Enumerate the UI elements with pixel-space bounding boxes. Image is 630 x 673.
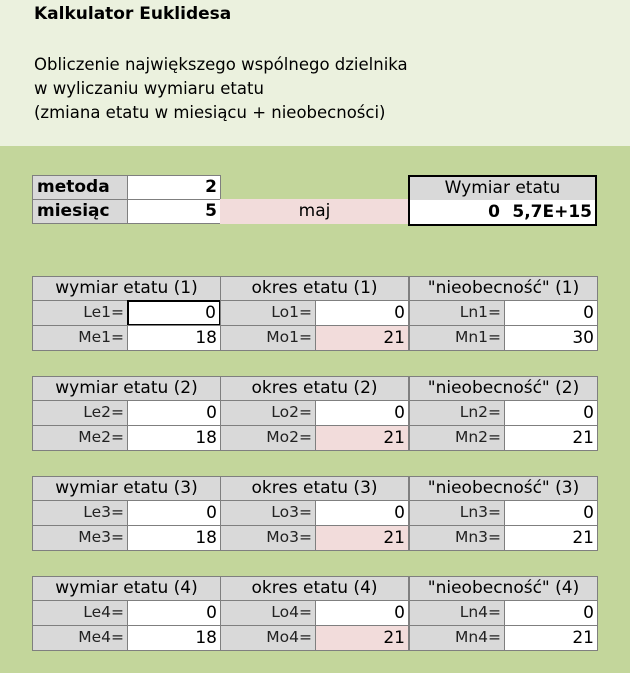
wymiar-etatu-header: wymiar etatu (3): [32, 476, 221, 501]
param-label: Le1=: [32, 300, 128, 326]
param-value-input[interactable]: 21: [315, 325, 409, 351]
param-value-input[interactable]: 30: [504, 325, 598, 351]
param-value-input[interactable]: 0: [504, 500, 598, 526]
param-value-input[interactable]: 0: [127, 300, 221, 326]
param-value-input[interactable]: 18: [127, 525, 221, 551]
param-value-input[interactable]: 18: [127, 325, 221, 351]
nieobecnosc-header: "nieobecność" (1): [409, 276, 598, 301]
param-value-input[interactable]: 21: [504, 625, 598, 651]
param-value-input[interactable]: 0: [127, 500, 221, 526]
param-value-input[interactable]: 18: [127, 625, 221, 651]
param-label: Ln1=: [409, 300, 505, 326]
wymiar-etatu-header: wymiar etatu (4): [32, 576, 221, 601]
result-value-1: 0: [408, 200, 504, 226]
param-label: Le3=: [32, 500, 128, 526]
metoda-label: metoda: [32, 175, 128, 200]
wymiar-etatu-header: wymiar etatu (2): [32, 376, 221, 401]
miesiac-label: miesiąc: [32, 199, 128, 224]
nieobecnosc-header: "nieobecność" (2): [409, 376, 598, 401]
description: [34, 53, 408, 125]
param-value-input[interactable]: 0: [315, 400, 409, 426]
param-label: Lo2=: [220, 400, 316, 426]
param-label: Mo2=: [220, 425, 316, 451]
param-label: Lo4=: [220, 600, 316, 626]
param-value-input[interactable]: 0: [315, 600, 409, 626]
result-title: Wymiar etatu: [408, 175, 597, 201]
param-value-input[interactable]: 0: [504, 400, 598, 426]
nieobecnosc-header: "nieobecność" (4): [409, 576, 598, 601]
miesiac-value[interactable]: 5: [127, 199, 221, 224]
param-value-input[interactable]: 21: [315, 625, 409, 651]
param-value-input[interactable]: 21: [315, 525, 409, 551]
description-line-2: w wyliczaniu wymiaru etatu: [34, 79, 264, 98]
okres-etatu-header: okres etatu (4): [220, 576, 409, 601]
description-line-3: (zmiana etatu w miesiącu + nieobecności): [34, 103, 386, 122]
header-panel: [0, 0, 630, 146]
param-value-input[interactable]: 0: [127, 600, 221, 626]
param-label: Ln2=: [409, 400, 505, 426]
nieobecnosc-header: "nieobecność" (3): [409, 476, 598, 501]
okres-etatu-header: okres etatu (3): [220, 476, 409, 501]
param-label: Lo1=: [220, 300, 316, 326]
param-label: Mn4=: [409, 625, 505, 651]
wymiar-etatu-header: wymiar etatu (1): [32, 276, 221, 301]
description-line-1: Obliczenie największego wspólnego dzielnika: [34, 55, 408, 74]
param-label: Mn2=: [409, 425, 505, 451]
param-label: Le4=: [32, 600, 128, 626]
param-label: Mn3=: [409, 525, 505, 551]
param-label: Ln4=: [409, 600, 505, 626]
param-label: Ln3=: [409, 500, 505, 526]
param-label: Me2=: [32, 425, 128, 451]
param-value-input[interactable]: 0: [504, 300, 598, 326]
param-label: Mn1=: [409, 325, 505, 351]
param-label: Me3=: [32, 525, 128, 551]
param-label: Mo4=: [220, 625, 316, 651]
param-value-input[interactable]: 21: [504, 425, 598, 451]
result-value-2: 5,7E+15: [503, 200, 597, 226]
okres-etatu-header: okres etatu (2): [220, 376, 409, 401]
param-value-input[interactable]: 18: [127, 425, 221, 451]
param-label: Mo1=: [220, 325, 316, 351]
param-label: Le2=: [32, 400, 128, 426]
param-value-input[interactable]: 21: [504, 525, 598, 551]
param-value-input[interactable]: 0: [127, 400, 221, 426]
param-value-input[interactable]: 21: [315, 425, 409, 451]
param-label: Me4=: [32, 625, 128, 651]
param-label: Mo3=: [220, 525, 316, 551]
param-label: Me1=: [32, 325, 128, 351]
param-value-input[interactable]: 0: [504, 600, 598, 626]
param-value-input[interactable]: 0: [315, 500, 409, 526]
month-name: maj: [220, 199, 409, 224]
param-label: Lo3=: [220, 500, 316, 526]
metoda-value[interactable]: 2: [127, 175, 221, 200]
okres-etatu-header: okres etatu (1): [220, 276, 409, 301]
param-value-input[interactable]: 0: [315, 300, 409, 326]
page-title: Kalkulator Euklidesa: [34, 4, 232, 24]
